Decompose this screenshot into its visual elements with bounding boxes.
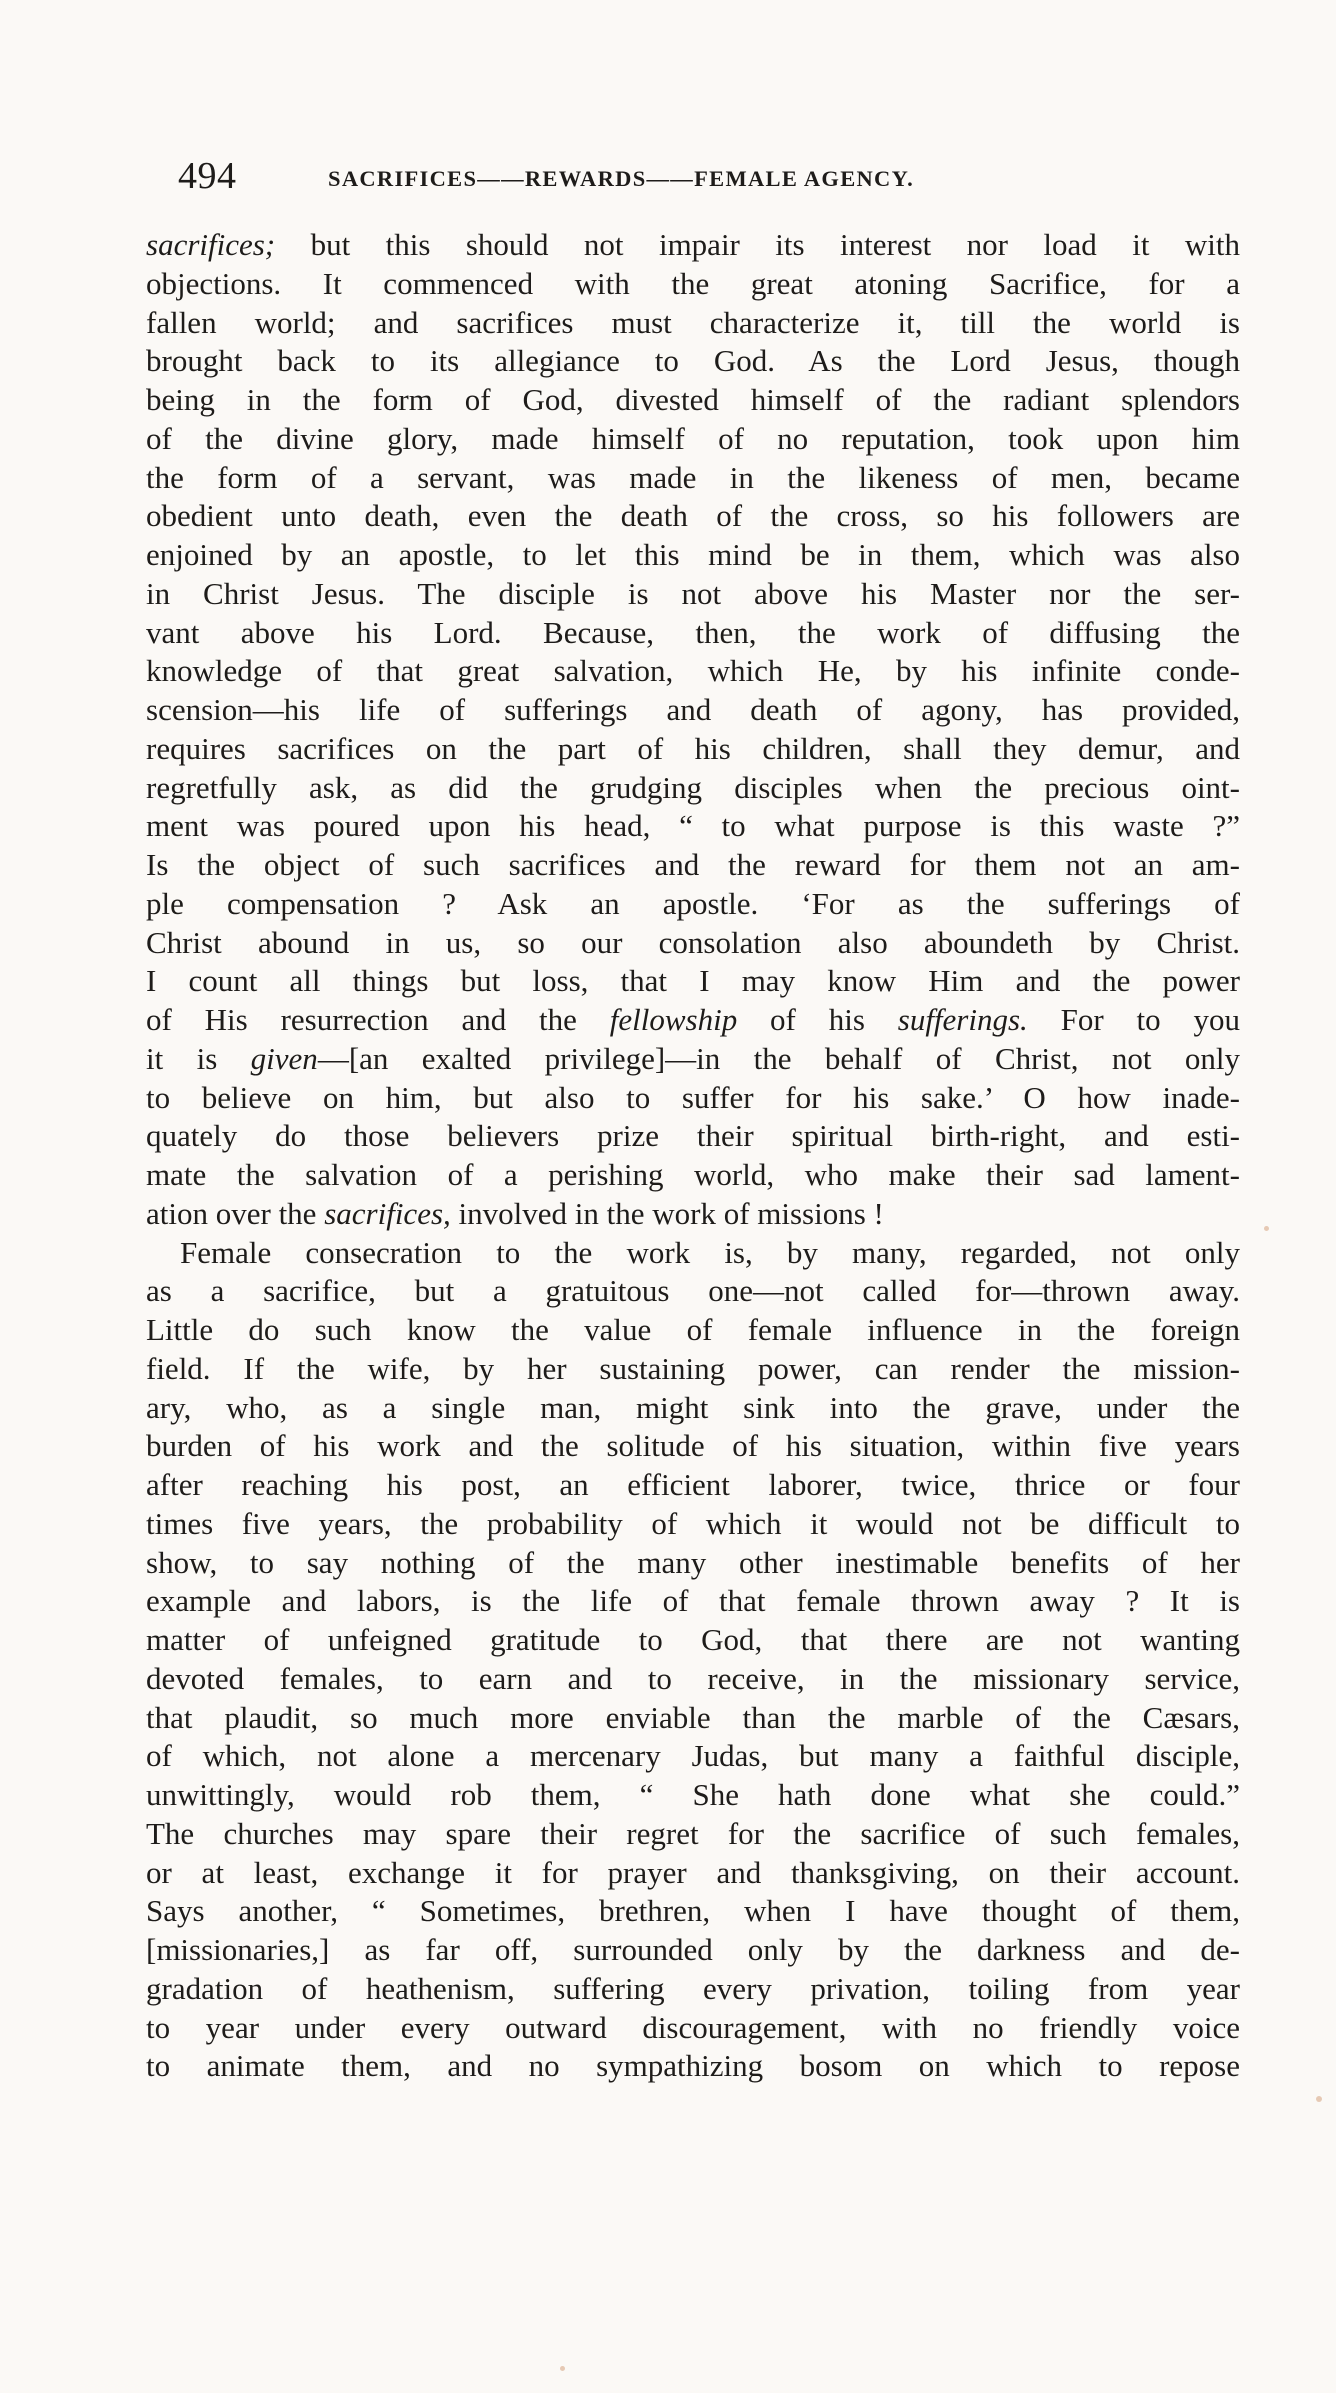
text-line (146, 265, 1240, 304)
text-line (146, 381, 1240, 420)
text-line (146, 846, 1240, 885)
text-line (146, 691, 1240, 730)
text-run: knowledge of that great salvation, which He, by his infinite conde- (146, 653, 1240, 689)
text-line (146, 1737, 1240, 1776)
text-run: obedient unto death, even the death of the cross, so his followers are (146, 498, 1240, 534)
text-line (146, 1001, 1240, 1040)
text-run: of the divine glory, made himself of no reputation, took upon him (146, 420, 1240, 456)
text-run: unwittingly, would rob them, “ She hath done what she could.” (146, 1777, 1240, 1812)
text-line (146, 1040, 1240, 1079)
italic-run: sacrifices, (324, 1195, 451, 1231)
text-run: the form of a servant, was made in the likeness of men, became (146, 459, 1240, 495)
text-run: of His resurrection and the (146, 1002, 610, 1037)
text-line (146, 536, 1240, 575)
text-run: being in the form of God, divested himself of the radiant splendors (146, 382, 1240, 417)
text-line (146, 1079, 1240, 1118)
text-line (146, 1544, 1240, 1583)
text-line (146, 1466, 1240, 1505)
text-line (146, 1970, 1240, 2009)
text-run: of which, not alone a mercenary Judas, but many a faithful disciple, (146, 1738, 1240, 1774)
italic-run: fellowship (609, 1002, 738, 1037)
text-run: show, to say nothing of the many other inestimable benefits of her (146, 1544, 1240, 1580)
text-line (146, 1195, 1240, 1234)
text-run: regretfully ask, as did the grudging disciples when the precious oint- (146, 769, 1240, 805)
text-line (146, 1272, 1240, 1311)
text-run: scension—his life of sufferings and death of agony, has provided, (146, 692, 1240, 727)
text-run: of his (737, 1002, 898, 1037)
text-run: to believe on him, but also to suffer for his sake.’ O how inade- (146, 1079, 1240, 1115)
text-line (146, 1854, 1240, 1893)
text-run: vant above his Lord. Because, then, the work of diffusing the (146, 614, 1240, 650)
text-line (146, 304, 1240, 343)
text-line (146, 1931, 1240, 1970)
text-run: For to you (1027, 1002, 1240, 1037)
text-run: matter of unfeigned gratitude to God, that there are not wanting (146, 1622, 1240, 1657)
text-line (146, 1117, 1240, 1156)
ink-speck (1316, 2096, 1322, 2102)
text-run: or at least, exchange it for prayer and thanksgiving, on their account. (146, 1854, 1240, 1890)
text-run: it is (146, 1040, 251, 1076)
text-run: enjoined by an apostle, to let this mind be in them, which was also (146, 537, 1240, 572)
body-text (146, 226, 1240, 2086)
text-line (146, 420, 1240, 459)
ink-speck (1264, 1226, 1269, 1231)
text-run: as a sacrifice, but a gratuitous one—not called for—thrown away. (146, 1273, 1240, 1309)
text-line (146, 459, 1240, 498)
text-run: I count all things but loss, that I may know Him and the power (146, 963, 1240, 999)
text-run: ment was poured upon his head, “ to what purpose is this waste ?” (146, 808, 1240, 844)
text-line (146, 1427, 1240, 1466)
text-run: involved in the work of missions ! (450, 1195, 884, 1231)
text-line (146, 2047, 1240, 2086)
text-run: devoted females, to earn and to receive, in the missionary service, (146, 1660, 1240, 1696)
text-run: —[an exalted privilege]—in the behalf of Christ, not only (317, 1040, 1240, 1076)
text-run: to year under every outward discouragement, with no friendly voice (146, 2009, 1240, 2045)
text-run: ple compensation ? Ask an apostle. ‘For as the sufferings of (146, 885, 1240, 921)
text-run: Christ abound in us, so our consolation also aboundeth by Christ. (146, 924, 1240, 960)
text-line (146, 1621, 1240, 1660)
text-line (146, 614, 1240, 653)
text-run: times five years, the probability of which it would not be difficult to (146, 1505, 1240, 1541)
text-run: in Christ Jesus. The disciple is not above his Master nor the ser- (146, 575, 1240, 611)
running-title: SACRIFICES——REWARDS——FEMALE AGENCY. (328, 166, 915, 191)
text-run: gradation of heathenism, suffering every privation, toiling from year (146, 1970, 1240, 2006)
text-line (146, 1660, 1240, 1699)
text-run: that plaudit, so much more enviable than the marble of the Cæsars, (146, 1699, 1240, 1735)
text-line (146, 1815, 1240, 1854)
running-head (178, 154, 1068, 198)
text-line (146, 1234, 1240, 1273)
text-line (146, 1582, 1240, 1621)
text-line (146, 1350, 1240, 1389)
text-run: brought back to its allegiance to God. As the Lord Jesus, though (146, 343, 1240, 379)
italic-run: sufferings. (897, 1002, 1028, 1037)
text-line (146, 342, 1240, 381)
text-run: The churches may spare their regret for the sacrifice of such females, (146, 1815, 1240, 1851)
text-run: Says another, “ Sometimes, brethren, when I have thought of them, (146, 1893, 1240, 1929)
page-number: 494 (178, 155, 237, 197)
text-line (146, 652, 1240, 691)
text-run: ary, who, as a single man, might sink into the grave, under the (146, 1389, 1240, 1425)
text-line (146, 924, 1240, 963)
text-run: [missionaries,] as far off, surrounded only by the darkness and de- (146, 1932, 1240, 1967)
text-run: burden of his work and the solitude of his situation, within five years (146, 1428, 1240, 1464)
italic-run: sacrifices; (146, 227, 276, 262)
text-line (146, 1505, 1240, 1544)
italic-run: given (250, 1040, 318, 1076)
text-line (146, 885, 1240, 924)
text-line (146, 1699, 1240, 1738)
ink-speck (560, 2366, 565, 2371)
text-line (146, 575, 1240, 614)
text-run: Is the object of such sacrifices and the reward for them not an am- (146, 847, 1240, 882)
text-line (146, 807, 1240, 846)
text-run: mate the salvation of a perishing world, who make their sad lament- (146, 1157, 1240, 1192)
text-line (146, 1892, 1240, 1931)
text-run: quately do those believers prize their spiritual birth-right, and esti- (146, 1118, 1240, 1154)
text-run: ation over the (146, 1195, 325, 1231)
text-run: Little do such know the value of female influence in the foreign (146, 1312, 1240, 1347)
text-run: to animate them, and no sympathizing bosom on which to repose (146, 2048, 1240, 2084)
text-run: objections. It commenced with the great atoning Sacrifice, for a (146, 265, 1240, 301)
text-line (146, 497, 1240, 536)
text-line (146, 962, 1240, 1001)
text-line (146, 1156, 1240, 1195)
text-run: fallen world; and sacrifices must characterize it, till the world is (146, 304, 1240, 340)
text-line (146, 1311, 1240, 1350)
text-line (146, 1776, 1240, 1815)
text-line (146, 730, 1240, 769)
text-line (146, 1389, 1240, 1428)
text-line (146, 769, 1240, 808)
text-run: example and labors, is the life of that female thrown away ? It is (146, 1583, 1240, 1619)
text-run: after reaching his post, an efficient laborer, twice, thrice or four (146, 1467, 1240, 1502)
text-line (146, 2009, 1240, 2048)
text-run: Female consecration to the work is, by many, regarded, not only (180, 1234, 1240, 1270)
text-run: requires sacrifices on the part of his children, shall they demur, and (146, 730, 1240, 766)
text-run: field. If the wife, by her sustaining power, can render the mission- (146, 1350, 1240, 1386)
text-run: but this should not impair its interest nor load it with (275, 227, 1240, 262)
text-line (146, 226, 1240, 265)
